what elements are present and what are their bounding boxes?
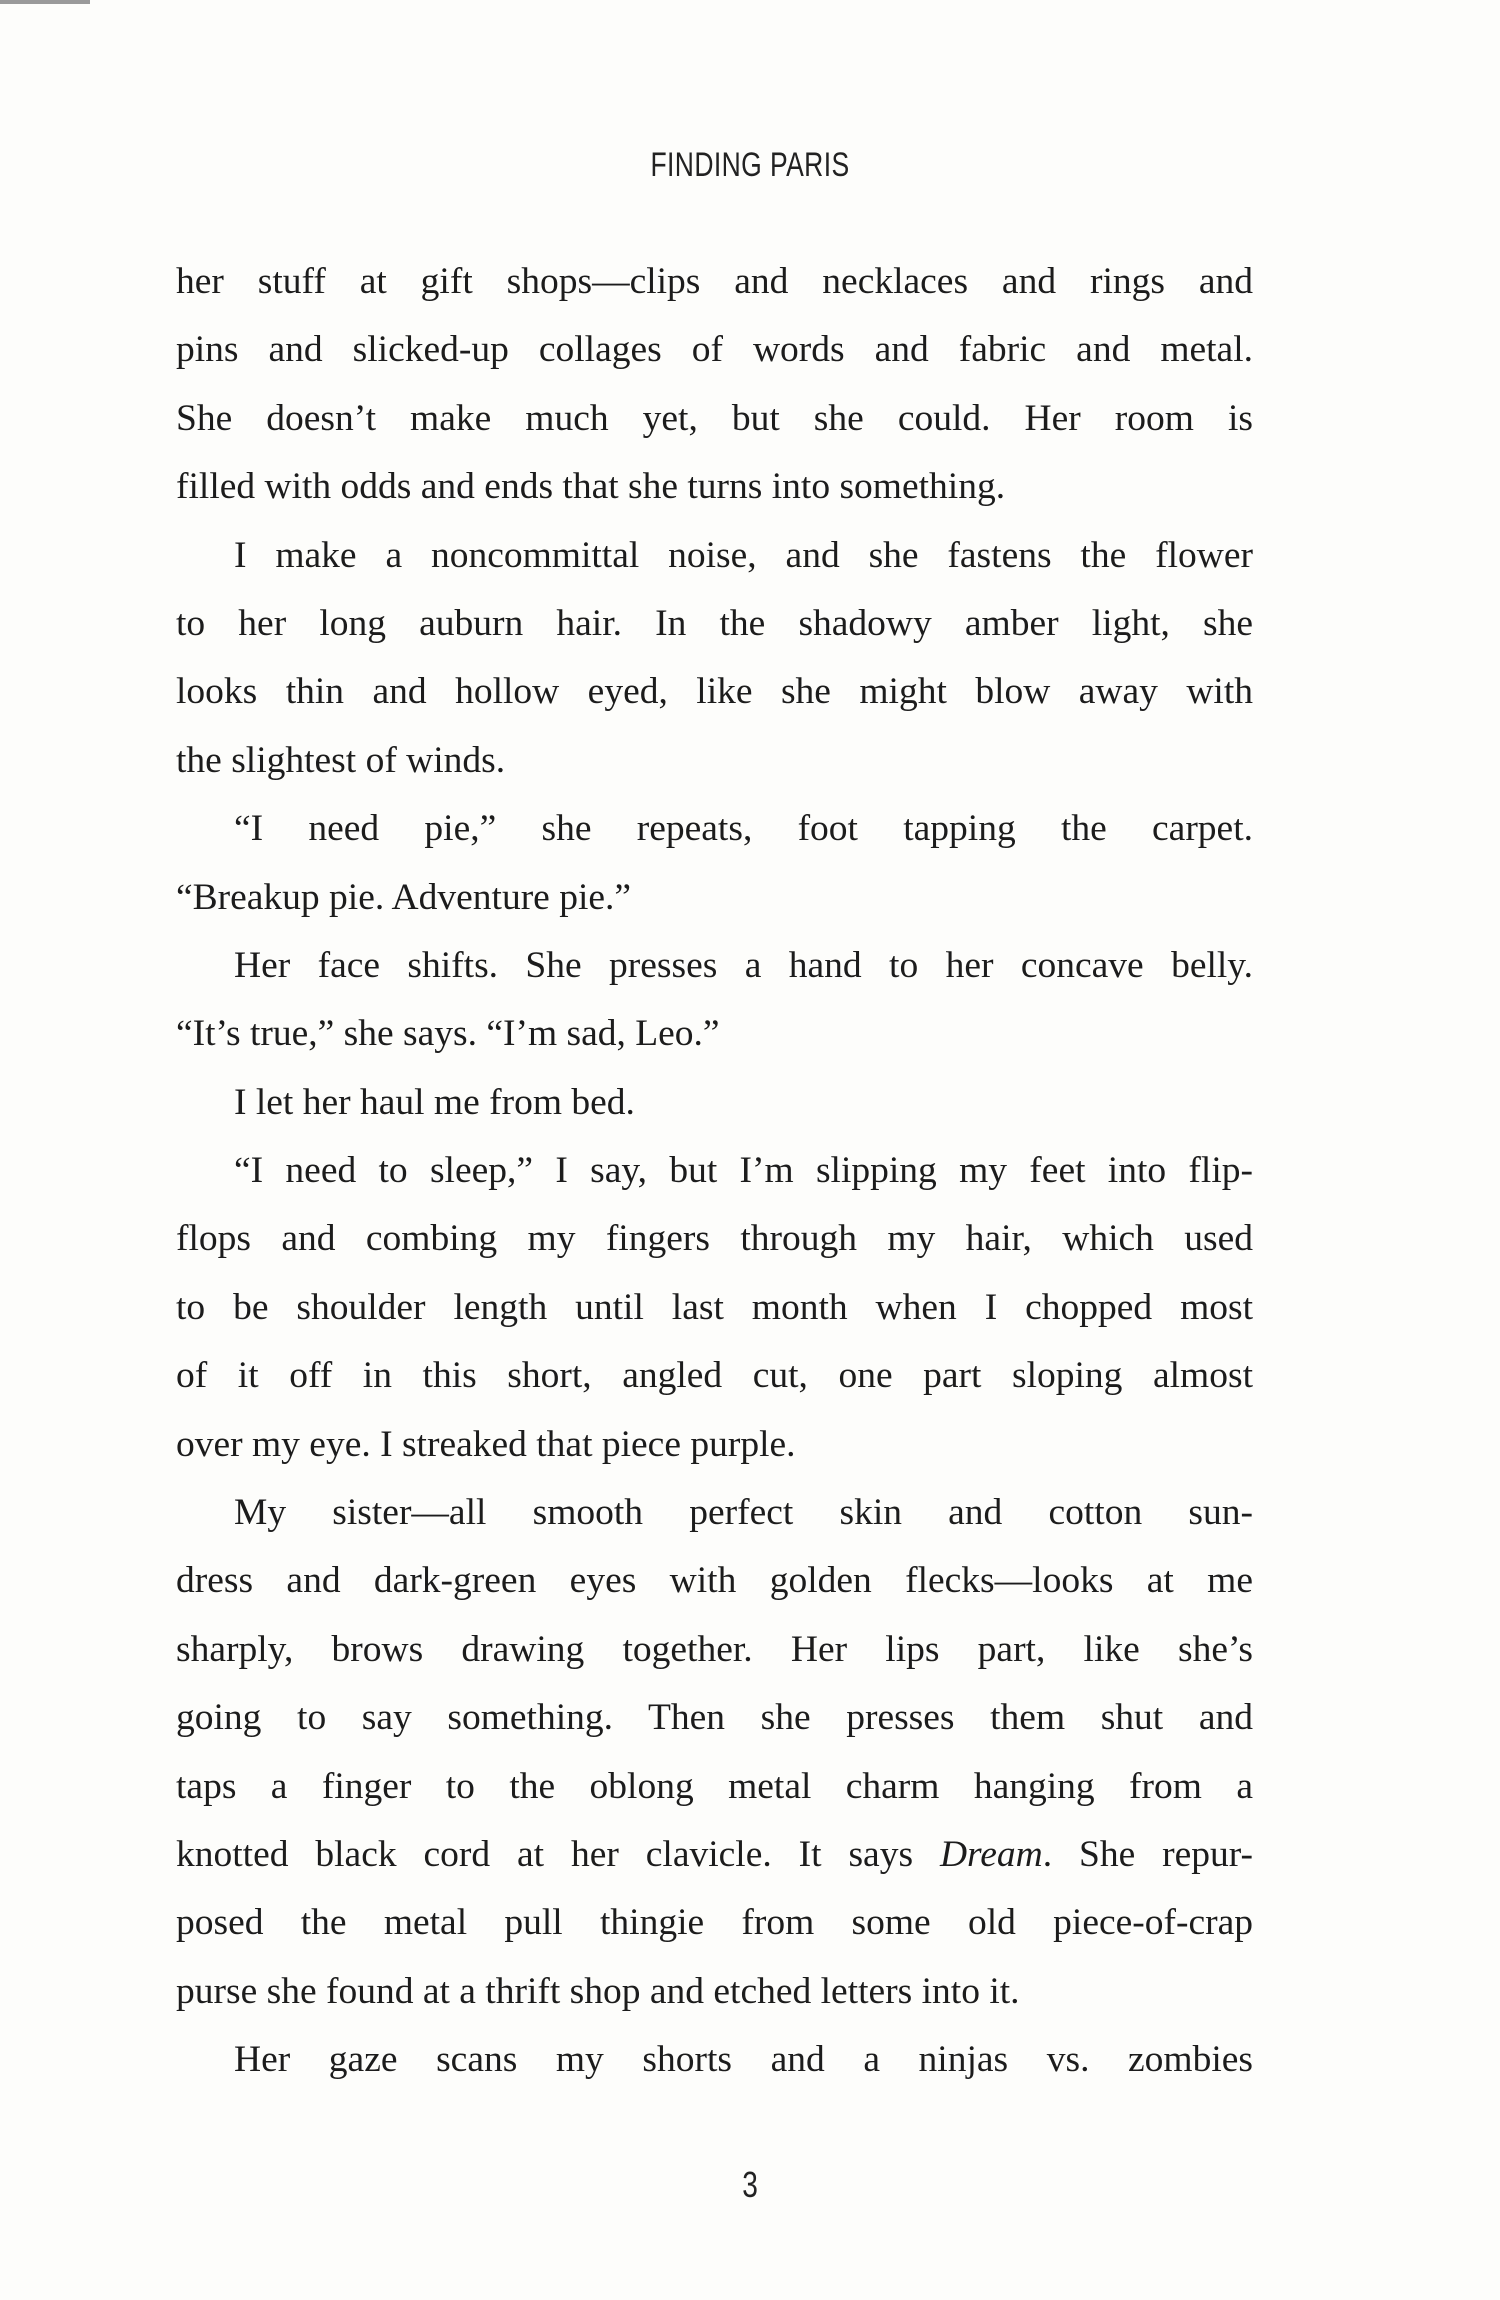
text-line: looks thin and hollow eyed, like she might blow away with	[176, 671, 1253, 713]
text-line: Her gaze scans my shorts and a ninjas vs. zombies	[234, 2039, 1253, 2081]
text-line: to her long auburn hair. In the shadowy amber light, she	[176, 602, 1253, 644]
text-line: “It’s true,” she says. “I’m sad, Leo.”	[176, 1013, 720, 1055]
paragraph	[176, 932, 1253, 1069]
text-line: purse she found at a thrift shop and etched letters into it.	[176, 1970, 1020, 2012]
text-line: dress and dark-green eyes with golden flecks—looks at me	[176, 1560, 1253, 1602]
text-line: knotted black cord at her clavicle. It says Dream. She repur-	[176, 1833, 1253, 1875]
paragraph	[176, 1069, 1253, 1137]
text-line: going to say something. Then she presses them shut and	[176, 1697, 1253, 1739]
text-line: She doesn’t make much yet, but she could. Her room is	[176, 397, 1253, 439]
paragraph	[176, 2026, 1253, 2094]
text-line: posed the metal pull thingie from some old piece-of-crap	[176, 1902, 1253, 1944]
text-line: “Breakup pie. Adventure pie.”	[176, 876, 632, 918]
text-line: I make a noncommittal noise, and she fastens the flower	[234, 534, 1253, 576]
text-line: sharply, brows drawing together. Her lips part, like she’s	[176, 1628, 1253, 1670]
page-number: 3	[742, 2164, 758, 2205]
text-line: her stuff at gift shops—clips and necklaces and rings and	[176, 261, 1253, 302]
paragraph	[176, 522, 1253, 796]
text-line: My sister—all smooth perfect skin and cotton sun-	[234, 1492, 1253, 1534]
text-line: taps a finger to the oblong metal charm hanging from a	[176, 1765, 1253, 1807]
paragraph	[176, 795, 1253, 932]
text-line: over my eye. I streaked that piece purple.	[176, 1423, 796, 1465]
running-head: FINDING PARIS	[650, 146, 850, 184]
paragraph	[176, 1479, 1253, 2026]
scan-edge-mark	[0, 0, 90, 4]
paragraph	[176, 1137, 1253, 1479]
text-line: the slightest of winds.	[176, 739, 506, 781]
text-line: “I need pie,” she repeats, foot tapping the carpet.	[234, 808, 1253, 850]
text-line: I let her haul me from bed.	[234, 1081, 635, 1123]
text-line: of it off in this short, angled cut, one part sloping almost	[176, 1355, 1253, 1397]
text-line: pins and slicked-up collages of words and fabric and metal.	[176, 329, 1253, 371]
paragraph	[176, 248, 1253, 522]
text-line: “I need to sleep,” I say, but I’m slipping my feet into flip-	[234, 1150, 1253, 1192]
text-line: Her face shifts. She presses a hand to her concave belly.	[234, 944, 1253, 986]
text-line: flops and combing my fingers through my hair, which used	[176, 1218, 1253, 1260]
body-text	[176, 248, 1253, 2095]
text-line: filled with odds and ends that she turns into something.	[176, 466, 1006, 508]
text-line: to be shoulder length until last month when I chopped most	[176, 1286, 1253, 1328]
